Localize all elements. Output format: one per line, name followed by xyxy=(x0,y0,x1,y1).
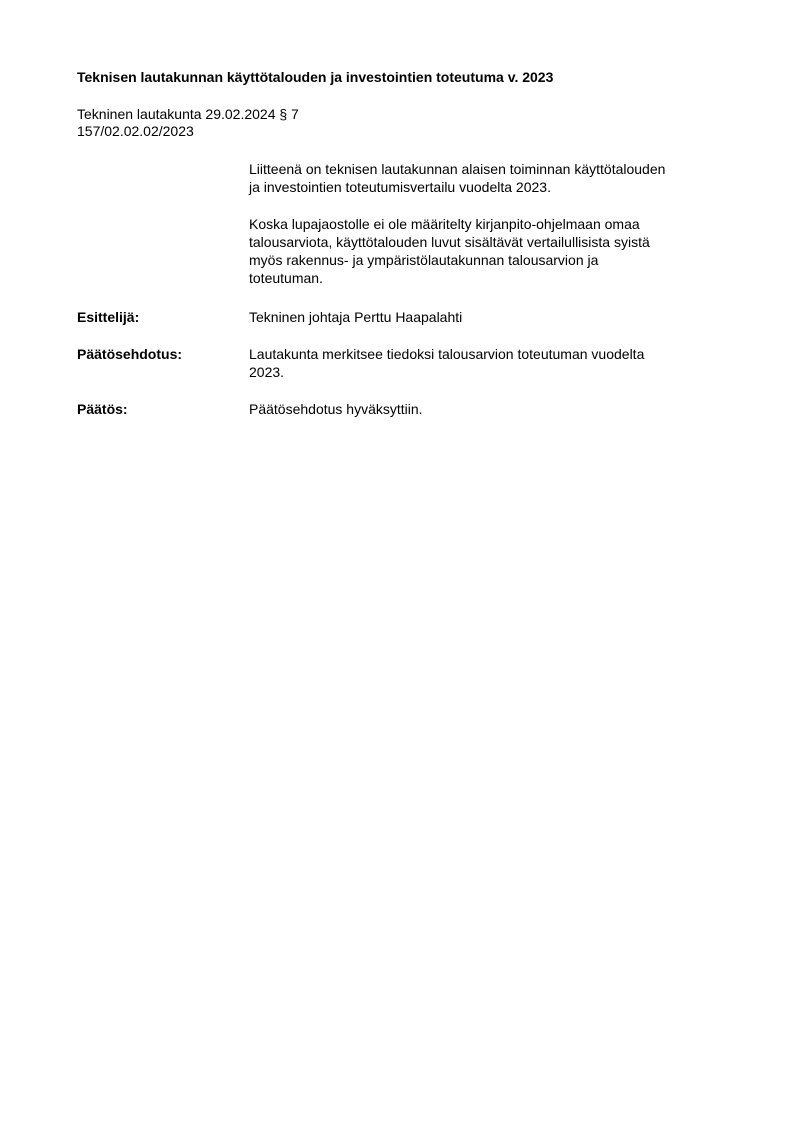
proposal-label: Päätösehdotus: xyxy=(77,346,183,362)
meeting-line: Tekninen lautakunta 29.02.2024 § 7 xyxy=(77,106,299,122)
body-paragraph-1: Liitteenä on teknisen lautakunnan alaisen toiminnan käyttötalouden ja investointien toteutumisvertailu vuodelta 2023. xyxy=(249,161,666,195)
document-title: Teknisen lautakunnan käyttötalouden ja investointien toteutuma v. 2023 xyxy=(77,69,554,85)
body-paragraph-2: Koska lupajaostolle ei ole määritelty kirjanpito-ohjelmaan omaa talousarviota, käyttötalouden luvut sisältävät vertailullisista syistä myös rakennus- ja ympäristölautakunnan talousarvion ja toteutuman. xyxy=(249,216,650,286)
proposal-value: Lautakunta merkitsee tiedoksi talousarvion toteutuman vuodelta 2023. xyxy=(249,346,645,380)
decision-value: Päätösehdotus hyväksyttiin. xyxy=(249,401,423,417)
meeting-info xyxy=(77,106,299,140)
presenter-value: Tekninen johtaja Perttu Haapalahti xyxy=(249,309,463,325)
reference-number: 157/02.02.02/2023 xyxy=(77,123,194,139)
presenter-label: Esittelijä: xyxy=(77,309,140,325)
decision-label: Päätös: xyxy=(77,401,128,417)
